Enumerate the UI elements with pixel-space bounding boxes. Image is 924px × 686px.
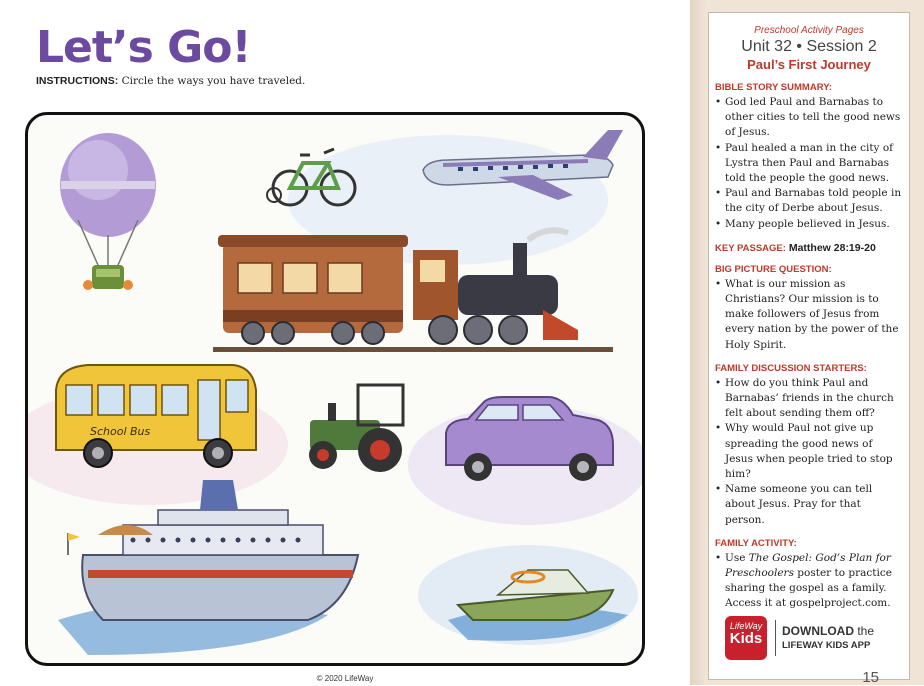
key-passage-text: Matthew 28:19-20 bbox=[788, 241, 876, 254]
vehicles-illustration bbox=[25, 112, 645, 666]
section-heading: BIBLE STORY SUMMARY: bbox=[715, 82, 832, 93]
list-item: • Paul and Barnabas told people in the city of Derbe about Jesus. bbox=[715, 186, 903, 216]
activity-post: poster to practice sharing the gospel as a family. Access it at gospelproject.com. bbox=[725, 567, 892, 610]
list-item bbox=[715, 551, 903, 612]
download-label: DOWNLOAD bbox=[782, 624, 854, 638]
series-name: Preschool Activity Pages bbox=[754, 25, 864, 36]
app-download-banner[interactable] bbox=[725, 616, 905, 662]
instructions bbox=[36, 75, 305, 87]
tractor bbox=[309, 385, 403, 472]
download-the: the bbox=[854, 624, 875, 638]
lesson-header bbox=[709, 13, 909, 72]
unit-session: Unit 32 • Session 2 bbox=[741, 38, 877, 55]
app-download-text bbox=[782, 624, 874, 651]
instructions-text: Circle the ways you have traveled. bbox=[121, 75, 306, 87]
key-passage-section bbox=[709, 242, 909, 254]
bible-story-section bbox=[709, 82, 909, 232]
hot-air-balloon bbox=[60, 133, 156, 290]
list-item: • Why would Paul not give up spreading the good news of Jesus when people tried to stop him? bbox=[715, 421, 903, 482]
divider bbox=[775, 620, 776, 656]
section-heading: BIG PICTURE QUESTION: bbox=[715, 263, 832, 275]
app-name: LIFEWAY KIDS APP bbox=[782, 640, 871, 651]
sidebar bbox=[690, 0, 924, 685]
key-passage-label: KEY PASSAGE: bbox=[715, 242, 786, 254]
big-picture-section bbox=[709, 264, 909, 353]
activity-pre: Use bbox=[725, 551, 749, 564]
list-item: • Name someone you can tell about Jesus. Pray for that person. bbox=[715, 482, 903, 528]
list-item: • What is our mission as Christians? Our mission is to make followers of Jesus from every nation by the power of the Holy Spirit. bbox=[715, 277, 903, 353]
lesson-panel bbox=[708, 12, 910, 686]
logo-top: LifeWay bbox=[729, 621, 763, 631]
list-item: • Many people believed in Jesus. bbox=[715, 217, 903, 232]
list-item: • Paul healed a man in the city of Lystra then Paul and Barnabas told the people the good news. bbox=[715, 141, 903, 187]
page-number: 15 bbox=[862, 669, 879, 686]
list-item: • God led Paul and Barnabas to other cities to tell the good news of Jesus. bbox=[715, 95, 903, 141]
bus-label: School Bus bbox=[90, 425, 151, 438]
copyright: © 2020 LifeWay bbox=[316, 674, 374, 683]
family-activity-section bbox=[709, 538, 909, 612]
lesson-title: Paul’s First Journey bbox=[747, 57, 871, 72]
list-item: • How do you think Paul and Barnabas’ friends in the church felt about sending them off? bbox=[715, 376, 903, 422]
ship bbox=[58, 480, 358, 655]
key-passage bbox=[715, 242, 903, 254]
logo-bottom: Kids bbox=[729, 630, 763, 647]
page-title: Let’s Go! bbox=[36, 22, 251, 73]
lifeway-kids-logo bbox=[725, 616, 767, 660]
instructions-label: INSTRUCTIONS: bbox=[36, 75, 119, 87]
activity-poster-title: The Gospel: God’s Plan for Preschoolers bbox=[725, 551, 891, 580]
section-heading: FAMILY DISCUSSION STARTERS: bbox=[715, 362, 867, 374]
section-heading: FAMILY ACTIVITY: bbox=[715, 537, 797, 549]
discussion-section bbox=[709, 363, 909, 528]
